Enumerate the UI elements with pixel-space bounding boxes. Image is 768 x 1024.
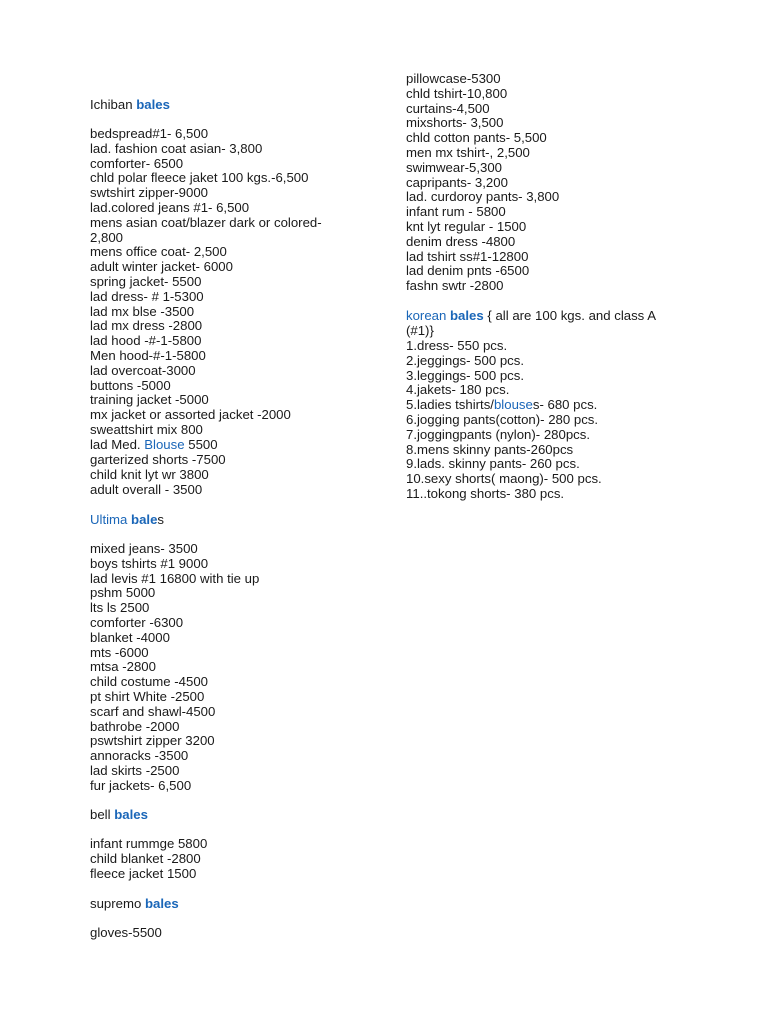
ultima-heading-bold: bale [131,512,158,527]
list-item: 2,800 [90,229,124,245]
list-item: gloves-5500 [90,925,162,940]
list-item: curtains-4,500 [406,100,490,116]
list-item: mens asian coat/blazer dark or colored- [90,214,322,230]
list-item: lad denim pnts -6500 [406,263,530,279]
list-item: 2.jeggings- 500 pcs. [406,352,525,368]
supremo-heading [90,896,179,911]
list-item: infant rum - 5800 [406,204,506,220]
list-item: 1.dress- 550 pcs. [406,338,508,353]
bell-heading-highlight: bales [114,807,148,822]
list-item: lad hood -#-1-5800 [90,333,202,349]
list-item: 7.joggingpants (nylon)- 280pcs. [406,426,591,442]
list-item: Men hood-#-1-5800 [90,348,206,363]
list-item: adult winter jacket- 6000 [90,259,233,275]
list-item: mtsa -2800 [90,659,156,675]
list-item: spring jacket- 5500 [90,274,202,289]
list-item: 11..tokong shorts- 380 pcs. [406,486,565,501]
list-item: buttons -5000 [90,377,171,393]
list-item: fashn swtr -2800 [406,278,504,294]
korean-blouse-prefix: 5.ladies tshirts/ [406,397,494,412]
list-item: lad.colored jeans #1- 6,500 [90,200,250,215]
list-item: mixed jeans- 3500 [90,541,198,556]
list-item: denim dress -4800 [406,233,516,249]
list-item: lad tshirt ss#1-12800 [406,248,529,264]
ultima-heading-highlight: Ultima [90,512,132,527]
list-item: fur jackets- 6,500 [90,777,192,793]
korean-blouse-line [406,397,597,412]
supremo-heading-highlight: bales [144,896,179,911]
blouse-line-prefix: lad Med. [90,437,145,452]
list-item: lad levis #1 16800 with tie up [90,570,260,586]
list-item: lad overcoat-3000 [90,362,196,378]
blouse-line-highlight: Blouse [144,437,185,452]
list-item: comforter- 6500 [90,155,184,171]
list-item: fleece jacket 1500 [90,865,197,881]
list-item: sweattshirt mix 800 [90,422,203,437]
list-item: child costume -4500 [90,674,209,690]
list-item: lts ls 2500 [90,600,150,616]
list-item: 6.jogging pants(cotton)- 280 pcs. [406,412,599,427]
list-item: 3.leggings- 500 pcs. [406,367,525,383]
bell-heading-prefix: bell [90,807,115,822]
list-item: pt shirt White -2500 [90,689,205,704]
list-item: training jacket -5000 [90,392,209,408]
ultima-heading [90,512,164,527]
korean-heading-highlight: korean [406,308,450,323]
list-item: swtshirt zipper-9000 [90,185,209,201]
korean-heading-suffix: { all are 100 kgs. and class A (#1)} [406,308,656,338]
list-item: bathrobe -2000 [90,718,180,734]
bell-heading [90,807,148,822]
list-item: mens office coat- 2,500 [90,244,227,260]
list-item: 8.mens skinny pants-260pcs [406,441,574,457]
ichiban-heading-prefix: Ichiban [90,97,137,112]
list-item: bedspread#1- 6,500 [90,126,209,141]
list-item: child blanket -2800 [90,850,201,866]
ichiban-heading-highlight: bales [136,97,170,112]
list-item: scarf and shawl-4500 [90,703,216,719]
blouse-line-suffix: 5500 [184,437,218,452]
list-item: blanket -4000 [90,629,170,645]
ultima-heading-suffix: s [157,512,165,527]
list-item: infant rummge 5800 [90,836,208,851]
list-item: garterized shorts -7500 [90,452,226,467]
list-item: adult overall - 3500 [90,481,203,497]
list-item: knt lyt regular - 1500 [406,219,527,234]
list-item: lad skirts -2500 [90,763,180,778]
list-item: chld polar fleece jaket 100 kgs.-6,500 [90,170,309,186]
korean-blouse-suffix: s- 680 pcs. [532,397,598,412]
list-item: lad mx blse -3500 [90,303,195,319]
list-item: lad. curdoroy pants- 3,800 [406,189,560,205]
list-item: 9.lads. skinny pants- 260 pcs. [406,456,580,472]
list-item: capripants- 3,200 [406,174,508,190]
list-item: chld cotton pants- 5,500 [406,130,547,146]
list-item: comforter -6300 [90,615,184,630]
list-item: 10.sexy shorts( maong)- 500 pcs. [406,471,602,487]
list-item: annoracks -3500 [90,748,189,764]
list-item: mx jacket or assorted jacket -2000 [90,407,291,423]
list-item: child knit lyt wr 3800 [90,466,209,482]
list-item: lad. fashion coat asian- 3,800 [90,140,263,156]
korean-heading-bold: bales [450,308,484,323]
list-item: swimwear-5,300 [406,159,503,175]
list-item: chld tshirt-10,800 [406,85,508,101]
list-item: men mx tshirt-, 2,500 [406,145,530,160]
ichiban-heading [90,97,170,112]
korean-blouse-highlight: blouse [493,397,533,412]
list-item: pillowcase-5300 [406,71,501,86]
list-item: 4.jakets- 180 pcs. [406,382,510,398]
list-item: mixshorts- 3,500 [406,115,504,131]
list-item: lad dress- # 1-5300 [90,288,204,304]
list-item: pswtshirt zipper 3200 [90,733,215,749]
korean-heading [406,308,676,338]
list-item: lad mx dress -2800 [90,318,203,334]
ichiban-blouse-line [90,437,218,452]
list-item: pshm 5000 [90,585,156,601]
list-item: mts -6000 [90,644,149,660]
list-item: boys tshirts #1 9000 [90,555,209,571]
supremo-heading-prefix: supremo [90,896,145,911]
